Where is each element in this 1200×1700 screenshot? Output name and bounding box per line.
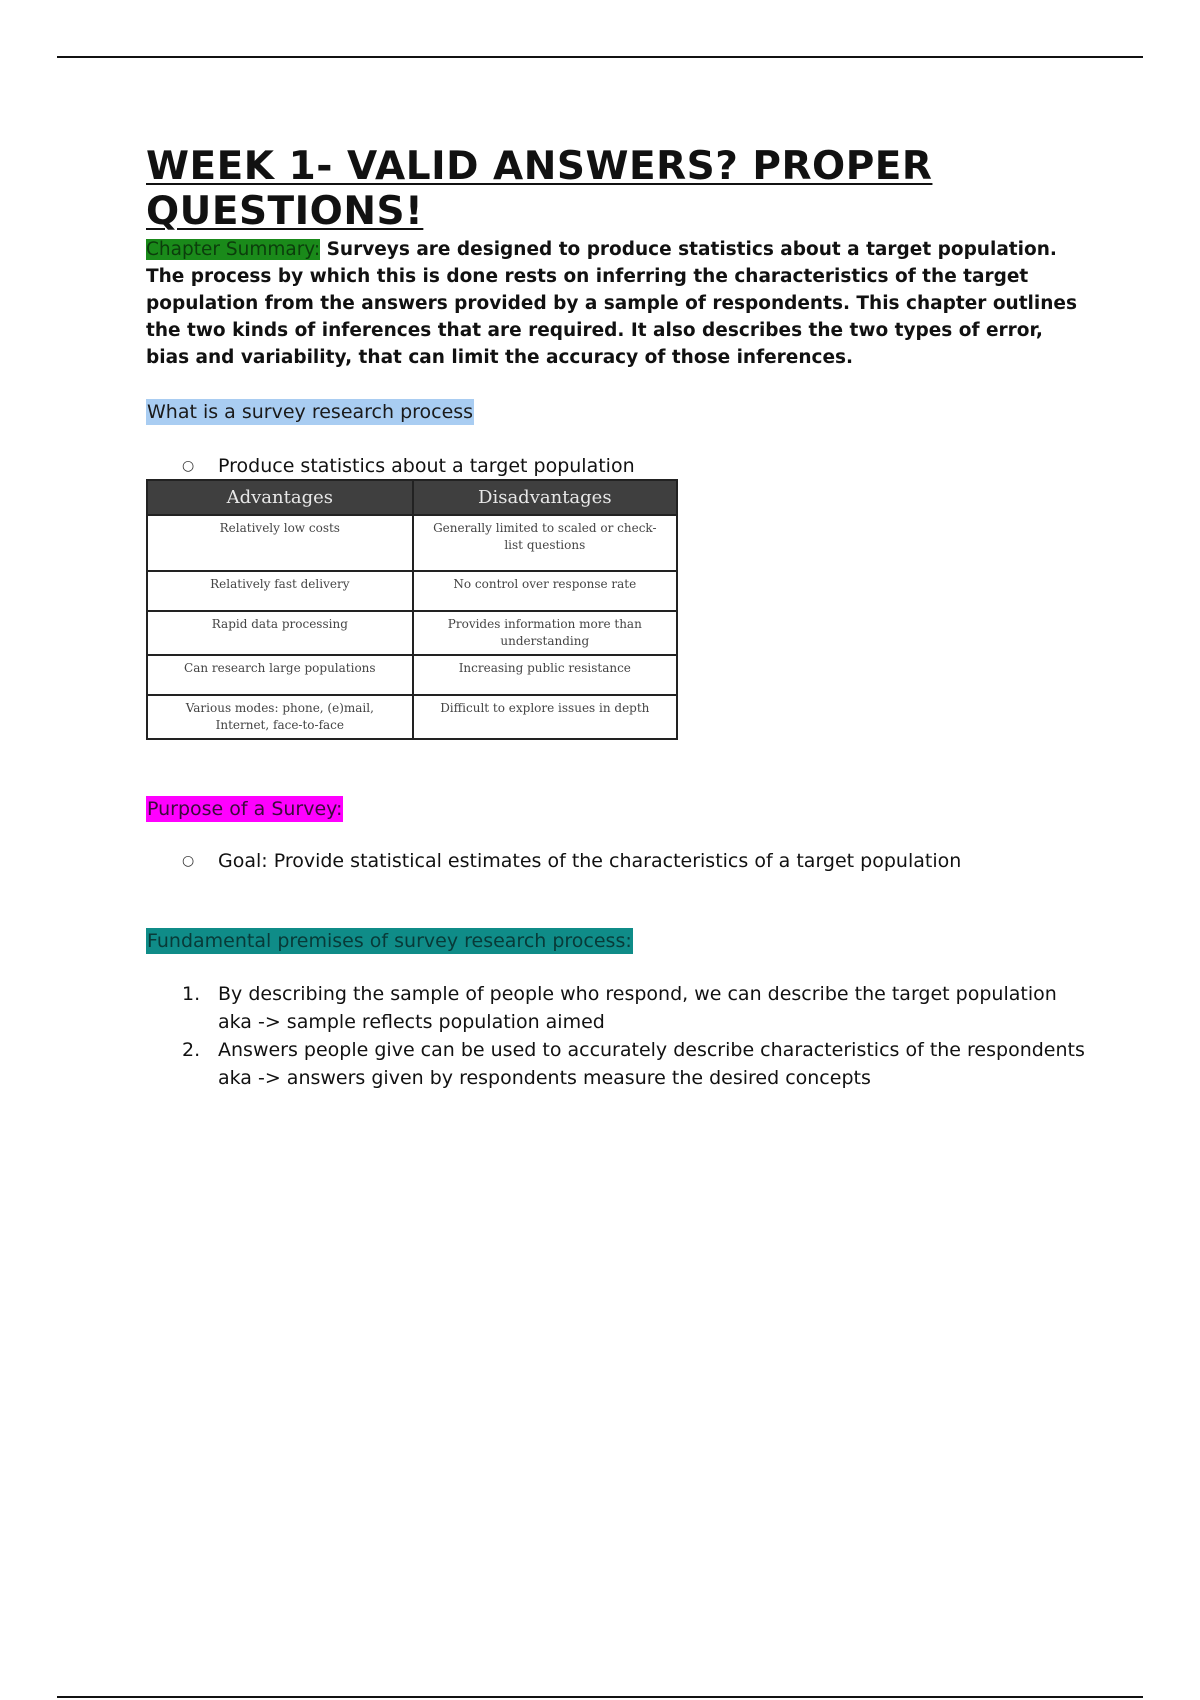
section-heading-purpose: Purpose of a Survey:: [147, 798, 343, 820]
column-header-disadvantages: Disadvantages: [413, 480, 677, 515]
table-cell: Generally limited to scaled or check-list questions: [413, 515, 677, 571]
table-row: [147, 515, 677, 571]
table-cell: Relatively low costs: [147, 515, 413, 571]
table-cell: Rapid data processing: [147, 611, 413, 655]
bullet-text: Produce statistics about a target population: [218, 455, 635, 477]
table-cell: Provides information more than understanding: [413, 611, 677, 655]
numbered-list: [182, 980, 1091, 1092]
list-item-text: Answers people give can be used to accurately describe characteristics of the respondents aka -> answers given by respondents measure the desired concepts: [218, 1039, 1085, 1089]
table-cell: Increasing public resistance: [413, 655, 677, 695]
bottom-rule: [57, 1696, 1143, 1698]
summary-label: Chapter Summary:: [146, 239, 321, 260]
list-item: [182, 980, 1091, 1036]
bullet-text: Goal: Provide statistical estimates of the characteristics of a target population: [218, 850, 962, 872]
hollow-circle-bullet-icon: ○: [182, 853, 195, 869]
section-heading-what: What is a survey research process: [147, 401, 474, 423]
advantages-table: [146, 479, 678, 740]
table-row: [147, 695, 677, 739]
bullet-item: [182, 848, 1091, 874]
list-number: 1.: [182, 983, 201, 1005]
list-number: 2.: [182, 1039, 201, 1061]
list-item: [182, 1036, 1091, 1092]
table-cell: No control over response rate: [413, 571, 677, 611]
column-header-advantages: Advantages: [147, 480, 413, 515]
list-item-text: By describing the sample of people who respond, we can describe the target population aka -> sample reflects population aimed: [218, 983, 1057, 1033]
top-rule: [57, 56, 1143, 58]
table-cell: Various modes: phone, (e)mail, Internet, face-to-face: [147, 695, 413, 739]
section-what: [146, 399, 1091, 425]
section-purpose: [146, 796, 1091, 822]
table-row: [147, 571, 677, 611]
document-body: [146, 144, 1091, 1092]
summary-text: Surveys are designed to produce statistics about a target population. The process by which this is done rests on inferring the characteristics of the target population from the answers provided by a sample of respondents. This chapter outlines the two kinds of inferences that are required. It also describes the two types of error, bias and variability, that can limit the accuracy of those inferences.: [146, 239, 1077, 368]
table-cell: Difficult to explore issues in depth: [413, 695, 677, 739]
table-row: [147, 611, 677, 655]
table-header-row: [147, 480, 677, 515]
table-row: [147, 655, 677, 695]
section-premises: [146, 928, 1091, 954]
table-cell: Relatively fast delivery: [147, 571, 413, 611]
chapter-summary: [146, 236, 1091, 371]
page-title: WEEK 1- VALID ANSWERS? PROPER QUESTIONS!: [146, 144, 933, 234]
bullet-item: [182, 453, 1091, 479]
hollow-circle-bullet-icon: ○: [182, 458, 195, 474]
table-cell: Can research large populations: [147, 655, 413, 695]
section-heading-premises: Fundamental premises of survey research process:: [147, 930, 632, 952]
